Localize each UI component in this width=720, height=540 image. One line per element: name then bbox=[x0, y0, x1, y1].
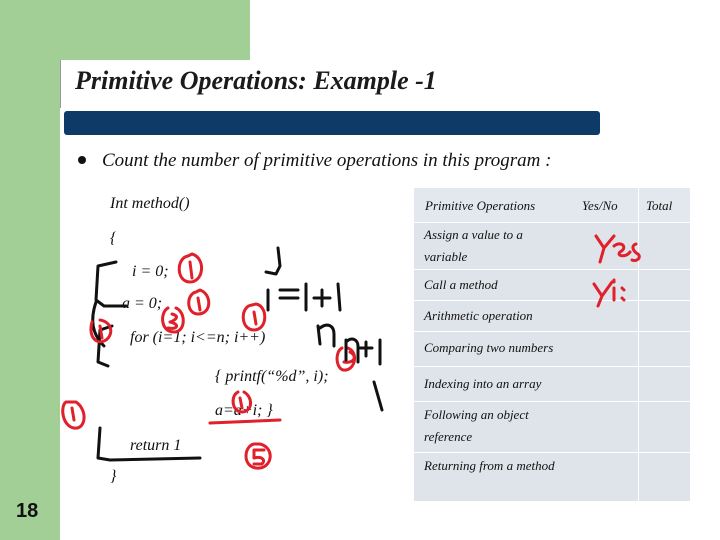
row-label-compare: Comparing two numbers bbox=[424, 340, 554, 355]
header-total: Total bbox=[646, 198, 673, 213]
ink-black-notes bbox=[266, 248, 382, 410]
row-label-object-ref: Following an object reference bbox=[424, 407, 529, 444]
code-line-assign-a: a = 0; bbox=[122, 295, 163, 312]
slide-number: 18 bbox=[16, 500, 39, 522]
code-line-sum: a=a+i; } bbox=[215, 402, 273, 419]
code-line-method: Int method() bbox=[110, 195, 190, 212]
code-line-for: for (i=1; i<=n; i++) bbox=[130, 329, 266, 346]
code-line-return: return 1 bbox=[130, 437, 182, 454]
slide-title: Primitive Operations: Example -1 bbox=[75, 66, 437, 95]
code-line-assign-i: i = 0; bbox=[132, 263, 169, 280]
ink-red-counts bbox=[63, 254, 355, 468]
code-line-printf: { printf(“%d”, i); bbox=[215, 368, 329, 385]
row-label-assign: Assign a value to a variable bbox=[424, 227, 523, 264]
header-yes-no: Yes/No bbox=[582, 198, 618, 213]
ink-j bbox=[266, 248, 280, 274]
ink-brackets bbox=[93, 262, 200, 460]
code-line-open-brace: { bbox=[110, 230, 117, 247]
bracket-ink bbox=[96, 262, 126, 306]
bracket-ink bbox=[98, 428, 200, 460]
row-label-arithmetic: Arithmetic operation bbox=[424, 308, 533, 323]
row-label-indexing: Indexing into an array bbox=[424, 376, 542, 391]
header-primitive-operations: Primitive Operations bbox=[425, 198, 536, 213]
row-label-return: Returning from a method bbox=[424, 458, 555, 473]
code-line-close-brace: } bbox=[110, 468, 117, 485]
row-label-call: Call a method bbox=[424, 277, 498, 292]
ink-yes-marks bbox=[594, 236, 639, 306]
bullet-text: Count the number of primitive operations in this program : bbox=[102, 150, 552, 171]
